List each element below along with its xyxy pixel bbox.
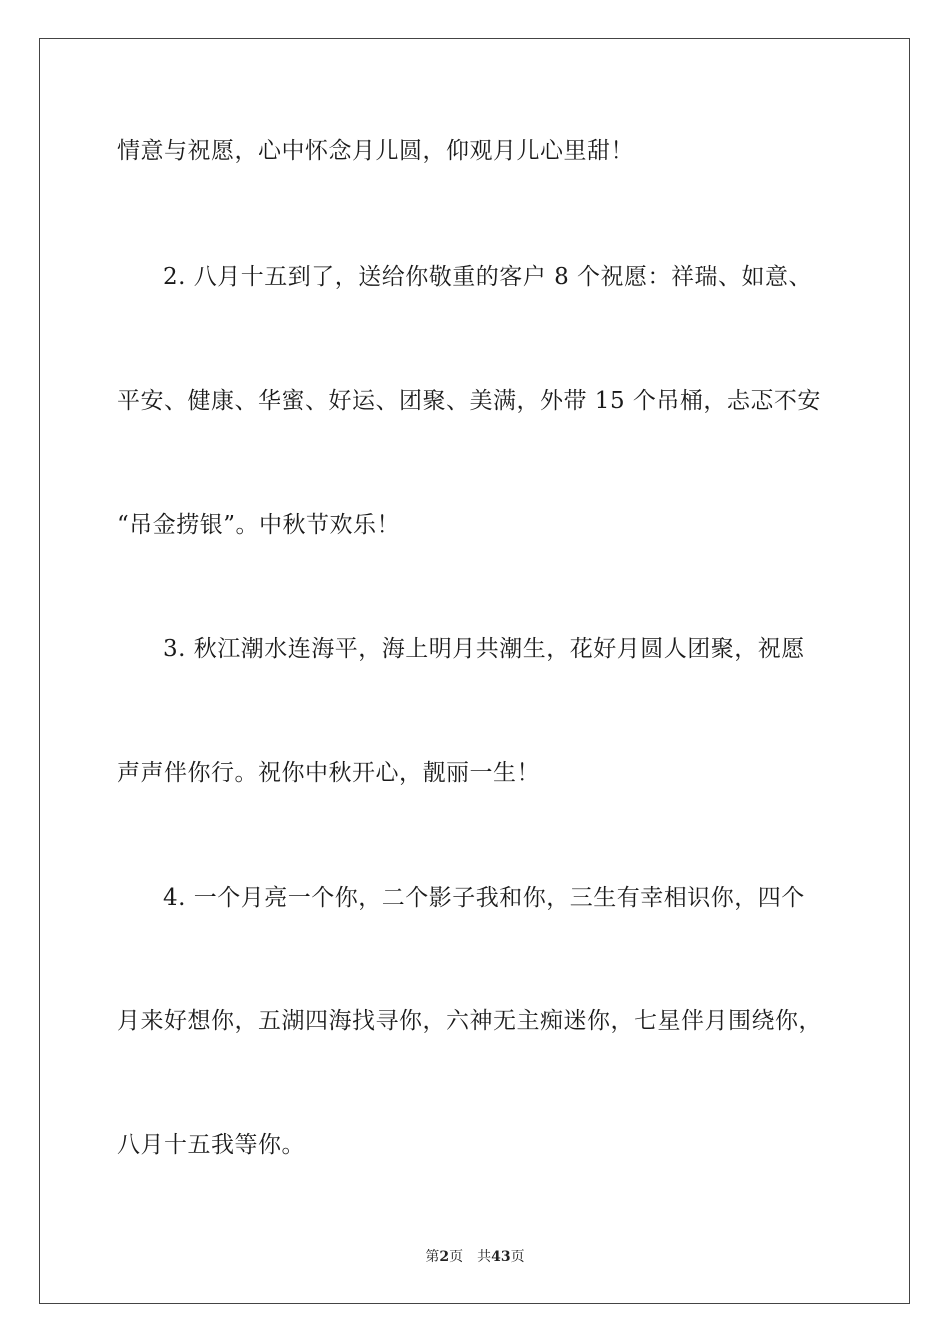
text-line-8: 月来好想你，五湖四海找寻你，六神无主痴迷你，七星伴月围绕你， — [117, 1008, 822, 1034]
page-suffix: 页 — [449, 1249, 464, 1265]
text-line-2: 2. 八月十五到了，送给你敬重的客户 8 个祝愿：祥瑞、如意、 — [163, 264, 813, 290]
page-number: 2 — [439, 1249, 450, 1265]
total-pages: 43 — [491, 1249, 511, 1265]
total-prefix: 共 — [477, 1249, 492, 1265]
text-line-9: 八月十五我等你。 — [117, 1132, 305, 1158]
text-line-6: 声声伴你行。祝你中秋开心，靓丽一生！ — [117, 760, 540, 786]
page-prefix: 第 — [425, 1249, 440, 1265]
page-footer — [0, 1248, 950, 1266]
text-line-3: 平安、健康、华蜜、好运、团聚、美满，外带 15 个吊桶，忐忑不安 — [117, 388, 821, 414]
page-frame — [39, 38, 910, 1304]
text-line-4: “吊金捞银”。中秋节欢乐！ — [117, 512, 401, 538]
text-line-7: 4. 一个月亮一个你，二个影子我和你，三生有幸相识你，四个 — [163, 885, 805, 911]
text-line-5: 3. 秋江潮水连海平，海上明月共潮生，花好月圆人团聚，祝愿 — [163, 636, 805, 662]
text-line-1: 情意与祝愿，心中怀念月儿圆，仰观月儿心里甜！ — [117, 138, 634, 164]
total-suffix: 页 — [510, 1249, 525, 1265]
